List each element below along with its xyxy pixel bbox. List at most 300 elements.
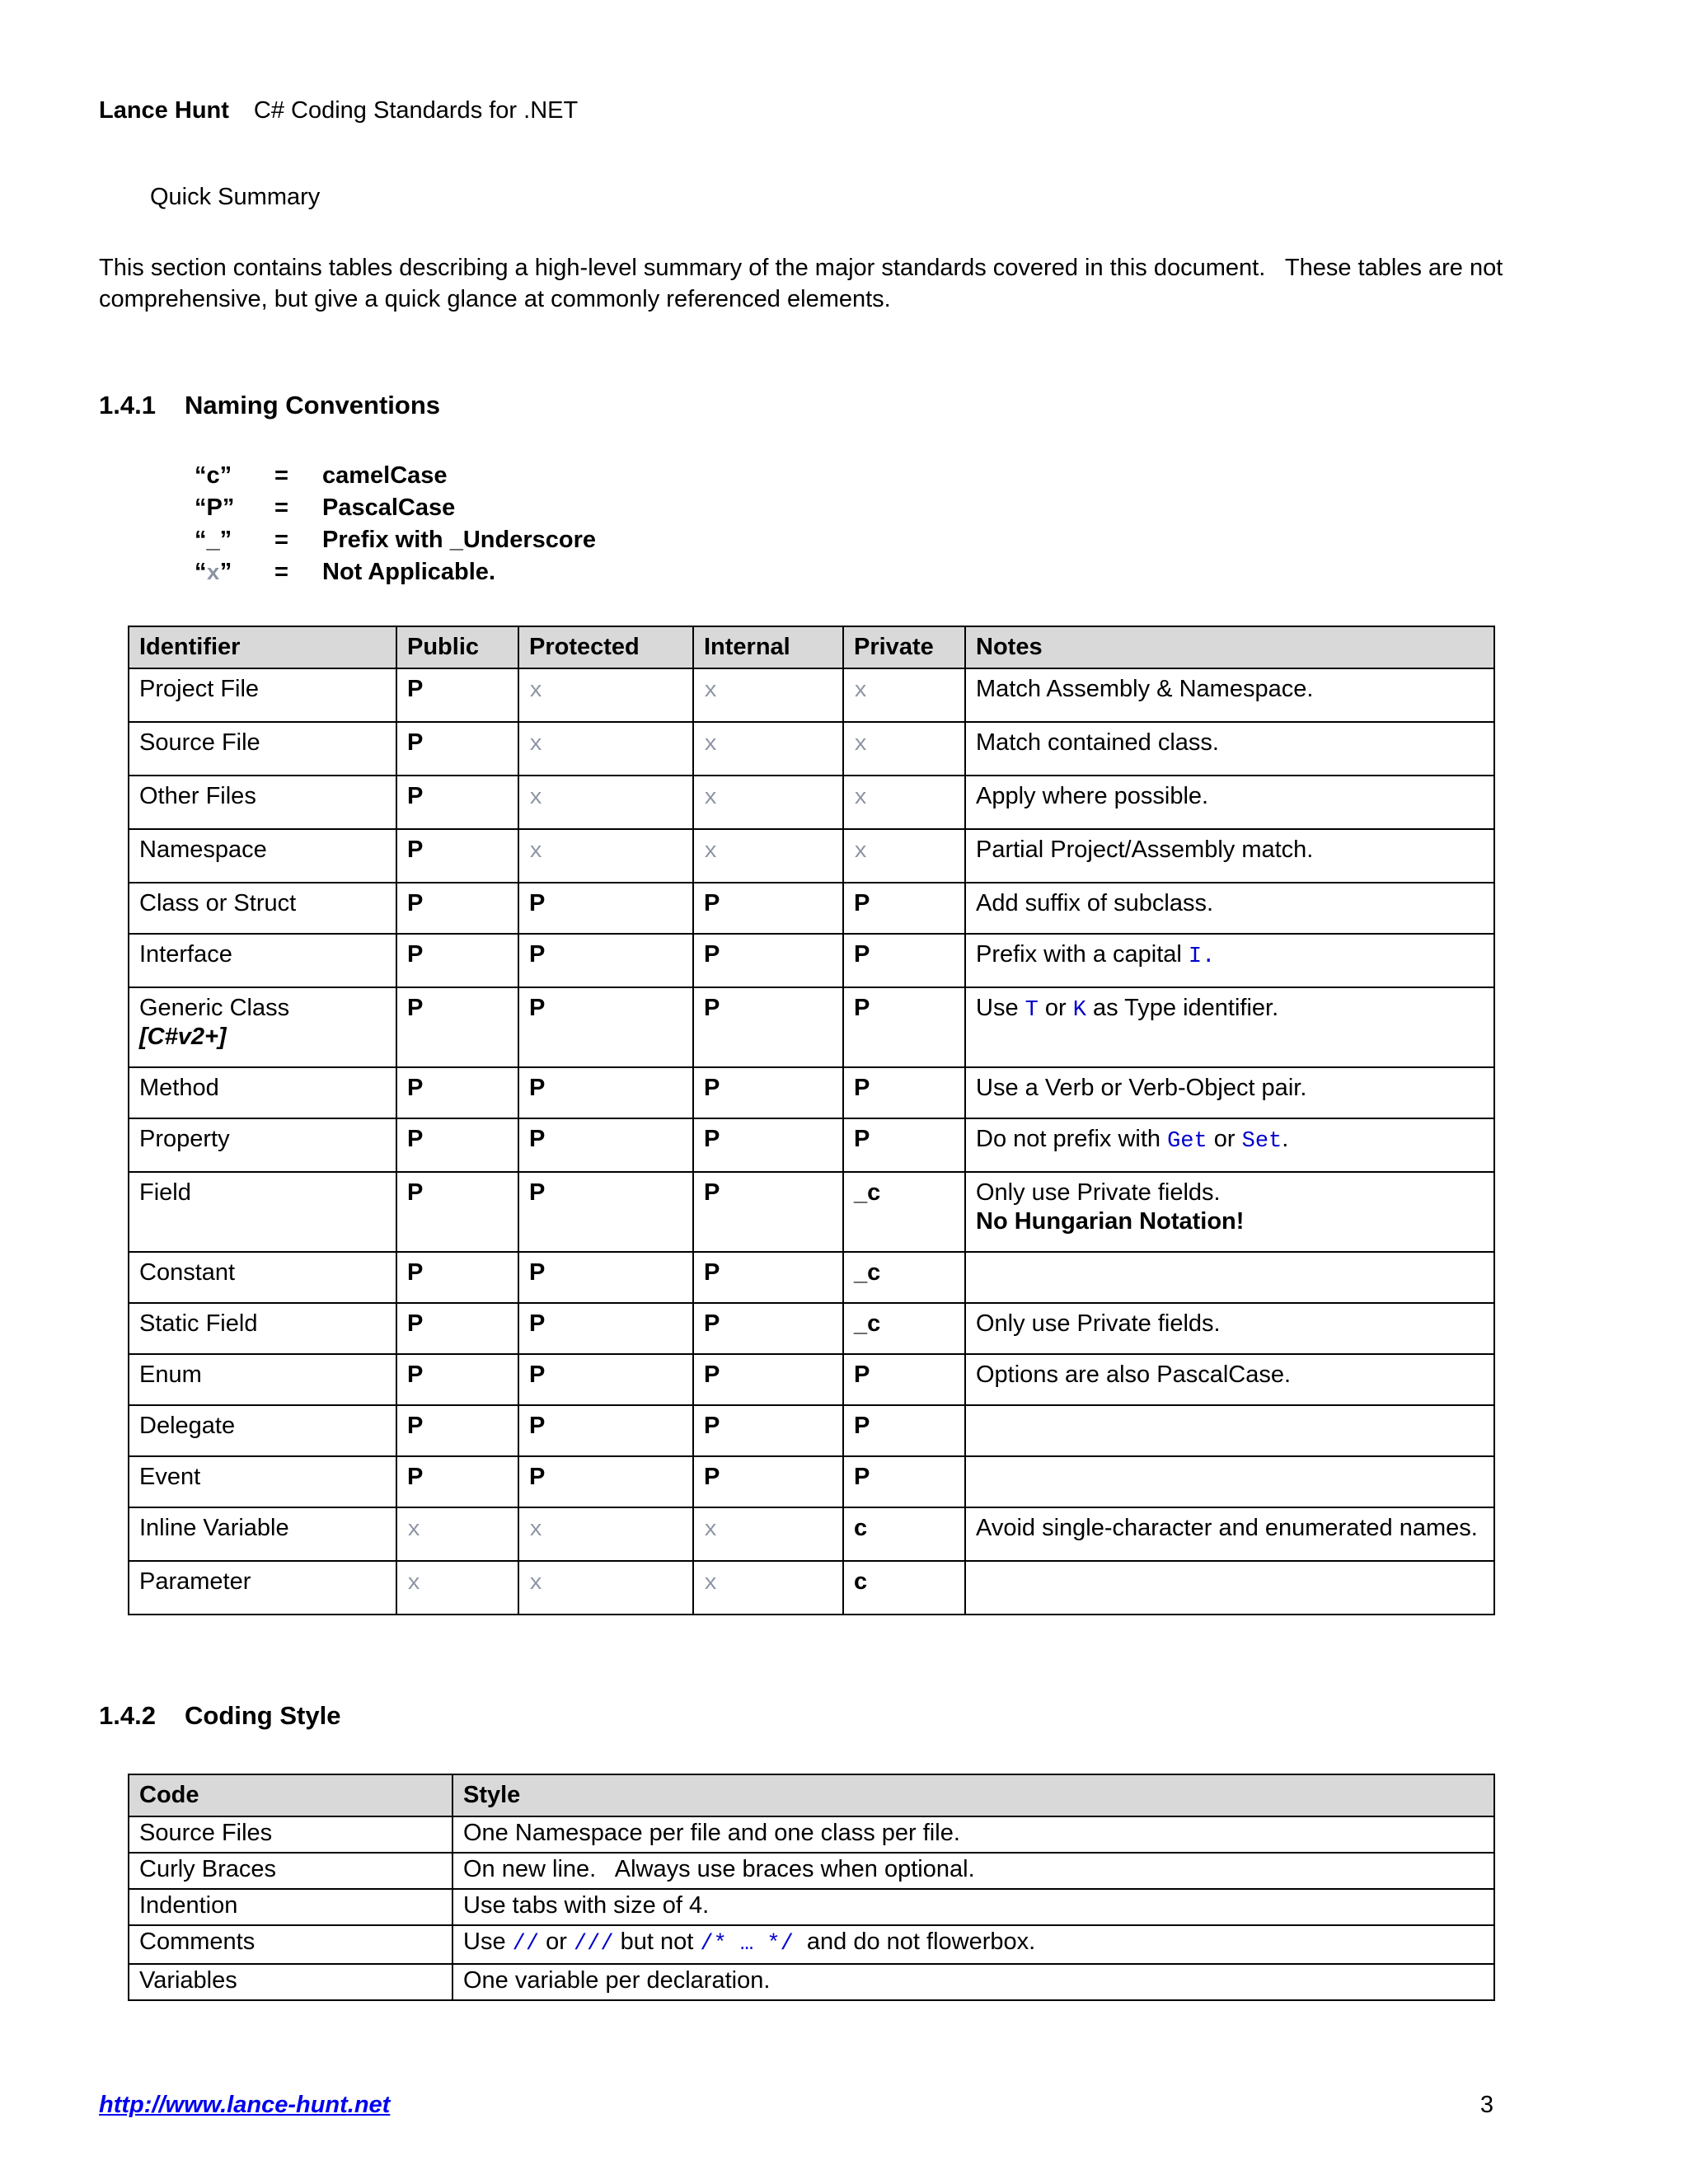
naming-conventions-table — [128, 626, 1495, 1615]
table-row — [129, 883, 1494, 934]
table-cell — [693, 722, 843, 776]
table-header-row — [129, 1774, 1494, 1816]
text-segment: One Namespace per file and one class per file. — [463, 1820, 960, 1846]
column-header: Code — [129, 1774, 452, 1816]
column-header: Notes — [965, 626, 1494, 668]
text-segment: Use a Verb or Verb-Object pair. — [976, 1075, 1307, 1101]
table-cell — [693, 1172, 843, 1252]
text-segment: P — [704, 1179, 720, 1206]
table-cell — [965, 987, 1494, 1067]
text-segment: One variable per declaration. — [463, 1967, 771, 1994]
text-segment: P — [529, 941, 546, 968]
page-header — [99, 97, 1581, 124]
coding-style-table — [128, 1774, 1495, 2001]
legend-row — [195, 492, 1581, 524]
table-cell — [518, 1118, 693, 1172]
text-segment: Interface — [139, 941, 232, 968]
text-segment: On new line. Always use braces when optional. — [463, 1856, 975, 1882]
text-segment: x — [529, 679, 543, 704]
text-segment: _c — [854, 1259, 881, 1286]
text-segment: PascalCase — [322, 494, 456, 521]
text-segment: P — [704, 1075, 720, 1101]
text-segment: camelCase — [322, 462, 448, 489]
text-segment: Match Assembly & Namespace. — [976, 676, 1314, 702]
table-cell — [693, 1118, 843, 1172]
text-segment: P — [529, 890, 546, 916]
text-segment: P — [407, 1361, 424, 1388]
legend-symbol — [195, 556, 274, 591]
table-cell — [518, 987, 693, 1067]
text-segment: P — [407, 1310, 424, 1337]
column-header: Style — [452, 1774, 1494, 1816]
text-segment: _c — [854, 1179, 881, 1206]
text-segment: . — [1282, 1126, 1289, 1152]
text-segment: Only use Private fields. — [976, 1179, 1221, 1206]
table-cell — [965, 1561, 1494, 1615]
text-segment: and do not flowerbox. — [793, 1929, 1036, 1955]
table-cell — [452, 1964, 1494, 2000]
text-segment: P — [407, 1413, 424, 1439]
author-name: Lance Hunt — [99, 97, 229, 124]
text-segment: Curly Braces — [139, 1856, 276, 1882]
text-segment: Use tabs with size of 4. — [463, 1892, 710, 1919]
table-cell — [129, 1118, 396, 1172]
text-segment: T — [1025, 998, 1039, 1023]
table-cell — [396, 1303, 518, 1354]
table-cell — [965, 668, 1494, 722]
intro-paragraph: This section contains tables describing a high-level summary of the major standards covered in this document. These tables are not comprehensive, but give a quick glance at commonly referenced elements. — [99, 255, 1510, 312]
page-footer — [99, 2092, 1493, 2119]
legend-symbol — [195, 492, 274, 524]
text-segment: x — [529, 786, 543, 811]
legend-equals: = — [274, 559, 288, 585]
text-segment: x — [854, 733, 868, 757]
table-cell — [965, 1303, 1494, 1354]
table-cell — [129, 934, 396, 987]
table-cell — [396, 934, 518, 987]
table-cell — [843, 1067, 965, 1118]
text-segment: Avoid single-character and enumerated names. — [976, 1515, 1478, 1541]
text-segment: P — [704, 890, 720, 916]
table-row — [129, 1925, 1494, 1964]
table-cell — [965, 1405, 1494, 1456]
table-row — [129, 1507, 1494, 1561]
text-segment: P — [407, 995, 424, 1021]
text-segment: P — [854, 1361, 870, 1388]
table-cell — [693, 1303, 843, 1354]
table-cell — [129, 1507, 396, 1561]
table-cell — [965, 883, 1494, 934]
document-title: C# Coding Standards for .NET — [253, 97, 579, 124]
legend-row — [195, 556, 1581, 591]
text-segment: Namespace — [139, 837, 267, 863]
text-segment: x — [704, 679, 718, 704]
legend-meaning — [322, 462, 448, 489]
table-cell — [129, 668, 396, 722]
text-segment: “ — [195, 559, 207, 585]
table-cell — [518, 668, 693, 722]
table-cell — [518, 722, 693, 776]
table-cell — [693, 1456, 843, 1507]
text-segment: Use — [463, 1929, 513, 1955]
table-cell — [518, 1456, 693, 1507]
text-segment: x — [407, 1518, 421, 1543]
text-segment: Use — [976, 995, 1025, 1021]
text-segment: P — [407, 676, 424, 702]
text-segment: Method — [139, 1075, 219, 1101]
table-cell — [452, 1889, 1494, 1925]
text-segment: but not — [613, 1929, 701, 1955]
text-segment: No Hungarian Notation! — [976, 1208, 1245, 1235]
table-header-row — [129, 626, 1494, 668]
text-segment: P — [854, 1075, 870, 1101]
table-row — [129, 934, 1494, 987]
table-cell — [129, 1067, 396, 1118]
table-cell — [965, 829, 1494, 883]
legend-equals: = — [274, 494, 288, 521]
table-cell — [129, 1303, 396, 1354]
table-row — [129, 1067, 1494, 1118]
table-row — [129, 1889, 1494, 1925]
table-cell — [693, 668, 843, 722]
text-segment: P — [704, 995, 720, 1021]
text-segment: Apply where possible. — [976, 783, 1209, 809]
table-cell — [129, 1252, 396, 1303]
table-row — [129, 1816, 1494, 1853]
table-cell — [693, 934, 843, 987]
text-segment: Prefix with a capital — [976, 941, 1189, 968]
text-segment: P — [529, 1464, 546, 1490]
legend-equals: = — [274, 462, 288, 489]
text-segment: // — [512, 1932, 540, 1957]
table-cell — [693, 776, 843, 829]
text-segment: Get — [1167, 1129, 1207, 1154]
text-segment: P — [704, 941, 720, 968]
text-segment: Other Files — [139, 783, 256, 809]
text-segment: Set — [1241, 1129, 1282, 1154]
text-segment: x — [704, 733, 718, 757]
column-header: Public — [396, 626, 518, 668]
table-cell — [843, 776, 965, 829]
text-segment: x — [206, 562, 220, 587]
quick-summary-heading: Quick Summary — [150, 184, 321, 210]
legend-meaning — [322, 494, 455, 521]
text-segment: or — [1038, 995, 1073, 1021]
text-segment: “_” — [195, 527, 232, 553]
table-cell — [965, 1354, 1494, 1405]
text-segment: P — [529, 995, 546, 1021]
table-row — [129, 829, 1494, 883]
text-segment: P — [529, 1361, 546, 1388]
table-cell — [129, 1405, 396, 1456]
table-cell — [693, 883, 843, 934]
table-cell — [843, 934, 965, 987]
table-cell — [396, 1561, 518, 1615]
text-segment: P — [529, 1126, 546, 1152]
table-cell — [843, 722, 965, 776]
text-segment: P — [854, 1413, 870, 1439]
table-row — [129, 1252, 1494, 1303]
table-cell — [396, 1507, 518, 1561]
legend-symbol — [195, 460, 274, 492]
table-cell — [396, 883, 518, 934]
text-segment: Options are also PascalCase. — [976, 1361, 1292, 1388]
table-cell — [129, 1964, 452, 2000]
text-segment: c — [854, 1568, 868, 1595]
text-segment: P — [529, 1075, 546, 1101]
text-segment: Match contained class. — [976, 729, 1219, 756]
text-segment: I. — [1188, 944, 1216, 969]
table-cell — [396, 1354, 518, 1405]
table-cell — [129, 1889, 452, 1925]
text-segment: P — [407, 890, 424, 916]
text-segment: P — [407, 941, 424, 968]
table-row — [129, 1456, 1494, 1507]
table-row — [129, 1303, 1494, 1354]
table-row — [129, 1405, 1494, 1456]
section-number: 1.4.1 — [99, 391, 156, 419]
table-cell — [129, 829, 396, 883]
table-cell — [693, 987, 843, 1067]
text-segment: P — [407, 729, 424, 756]
text-segment: P — [704, 1413, 720, 1439]
text-segment: Property — [139, 1126, 230, 1152]
column-header: Identifier — [129, 626, 396, 668]
table-cell — [518, 776, 693, 829]
table-cell — [129, 722, 396, 776]
table-cell — [843, 1507, 965, 1561]
text-segment: x — [529, 840, 543, 865]
text-segment: ” — [219, 559, 232, 585]
table-cell — [693, 1252, 843, 1303]
text-segment: or — [539, 1929, 574, 1955]
table-cell — [518, 1405, 693, 1456]
section-heading-naming-conventions — [99, 391, 1581, 420]
section-number: 1.4.2 — [99, 1701, 156, 1730]
text-segment: Inline Variable — [139, 1515, 289, 1541]
text-segment: P — [407, 1179, 424, 1206]
table-cell — [396, 1405, 518, 1456]
table-cell — [129, 1925, 452, 1964]
table-cell — [518, 1354, 693, 1405]
text-segment: P — [704, 1259, 720, 1286]
text-segment: K — [1072, 998, 1086, 1023]
text-segment: P — [854, 995, 870, 1021]
text-segment: x — [704, 1518, 718, 1543]
text-segment: x — [704, 786, 718, 811]
legend-meaning — [322, 559, 495, 585]
text-segment: /// — [573, 1932, 614, 1957]
text-segment: Field — [139, 1179, 191, 1206]
table-row — [129, 987, 1494, 1067]
text-segment: Not Applicable. — [322, 559, 495, 585]
text-segment: P — [704, 1310, 720, 1337]
text-segment: x — [529, 733, 543, 757]
table-cell — [129, 1853, 452, 1889]
text-segment: P — [407, 1464, 424, 1490]
text-segment: P — [407, 837, 424, 863]
text-segment: Add suffix of subclass. — [976, 890, 1214, 916]
table-cell — [693, 829, 843, 883]
text-segment: or — [1207, 1126, 1242, 1152]
table-cell — [129, 987, 396, 1067]
table-cell — [843, 1405, 965, 1456]
text-segment: Delegate — [139, 1413, 236, 1439]
text-segment: Constant — [139, 1259, 236, 1286]
section-heading-coding-style — [99, 1701, 1581, 1731]
table-cell — [965, 1252, 1494, 1303]
text-segment: x — [407, 1572, 421, 1596]
legend-equals: = — [274, 527, 288, 553]
text-segment: Indention — [139, 1892, 238, 1919]
table-cell — [396, 987, 518, 1067]
table-cell — [452, 1925, 1494, 1964]
table-cell — [843, 1456, 965, 1507]
text-segment: P — [407, 1075, 424, 1101]
text-segment: Source Files — [139, 1820, 273, 1846]
table-cell — [843, 1172, 965, 1252]
table-cell — [396, 1067, 518, 1118]
table-cell — [518, 1561, 693, 1615]
table-cell — [965, 1172, 1494, 1252]
legend-symbol — [195, 524, 274, 556]
text-segment: _c — [854, 1310, 881, 1337]
table-cell — [693, 1067, 843, 1118]
text-segment: x — [854, 786, 868, 811]
text-segment: P — [529, 1310, 546, 1337]
table-cell — [129, 1561, 396, 1615]
table-cell — [843, 1561, 965, 1615]
text-segment: “c” — [195, 462, 232, 489]
text-segment: x — [704, 840, 718, 865]
table-cell — [518, 883, 693, 934]
table-cell — [843, 1118, 965, 1172]
text-segment: c — [854, 1515, 868, 1541]
table-cell — [396, 1172, 518, 1252]
table-cell — [129, 1354, 396, 1405]
naming-legend — [195, 460, 1581, 591]
table-cell — [843, 1303, 965, 1354]
text-segment: P — [854, 1126, 870, 1152]
table-cell — [396, 722, 518, 776]
column-header: Internal — [693, 626, 843, 668]
table-cell — [129, 1816, 452, 1853]
table-cell — [965, 1456, 1494, 1507]
table-cell — [843, 668, 965, 722]
table-cell — [452, 1816, 1494, 1853]
text-segment: P — [529, 1413, 546, 1439]
table-cell — [129, 1172, 396, 1252]
table-cell — [396, 668, 518, 722]
table-row — [129, 1118, 1494, 1172]
text-segment: Comments — [139, 1929, 256, 1955]
text-segment: /* … */ — [700, 1932, 794, 1957]
table-row — [129, 1354, 1494, 1405]
text-segment: P — [704, 1464, 720, 1490]
text-segment: Partial Project/Assembly match. — [976, 837, 1314, 863]
table-cell — [693, 1507, 843, 1561]
text-segment: x — [704, 1572, 718, 1596]
text-segment: Enum — [139, 1361, 202, 1388]
table-cell — [965, 934, 1494, 987]
table-cell — [518, 1172, 693, 1252]
text-segment: Variables — [139, 1967, 237, 1994]
table-row — [129, 1561, 1494, 1615]
text-segment: [C#v2+] — [139, 1024, 227, 1050]
text-segment: P — [854, 890, 870, 916]
table-row — [129, 1172, 1494, 1252]
table-row — [129, 1853, 1494, 1889]
text-segment: P — [529, 1179, 546, 1206]
text-segment: Do not prefix with — [976, 1126, 1168, 1152]
text-segment: Static Field — [139, 1310, 258, 1337]
text-segment: as Type identifier. — [1085, 995, 1279, 1021]
text-segment: P — [854, 941, 870, 968]
table-cell — [129, 1456, 396, 1507]
text-segment: x — [529, 1518, 543, 1543]
table-cell — [843, 1354, 965, 1405]
table-cell — [843, 883, 965, 934]
text-segment: P — [407, 783, 424, 809]
table-cell — [965, 1067, 1494, 1118]
table-cell — [396, 1252, 518, 1303]
text-segment: P — [407, 1259, 424, 1286]
table-cell — [965, 722, 1494, 776]
table-cell — [129, 883, 396, 934]
table-cell — [693, 1354, 843, 1405]
table-cell — [396, 1118, 518, 1172]
table-cell — [965, 1118, 1494, 1172]
page-number: 3 — [1479, 2092, 1493, 2118]
text-segment: “P” — [195, 494, 235, 521]
text-segment: Only use Private fields. — [976, 1310, 1221, 1337]
text-segment: P — [529, 1259, 546, 1286]
table-cell — [518, 1507, 693, 1561]
section-title: Naming Conventions — [185, 391, 441, 419]
column-header: Private — [843, 626, 965, 668]
table-cell — [518, 1067, 693, 1118]
table-cell — [965, 1507, 1494, 1561]
legend-row — [195, 524, 1581, 556]
text-segment: Source File — [139, 729, 260, 756]
table-cell — [452, 1853, 1494, 1889]
table-cell — [396, 776, 518, 829]
text-segment: Generic Class — [139, 995, 290, 1021]
table-row — [129, 1964, 1494, 2000]
table-cell — [965, 776, 1494, 829]
table-row — [129, 722, 1494, 776]
footer-link[interactable]: http://www.lance-hunt.net — [99, 2092, 391, 2118]
text-segment: P — [854, 1464, 870, 1490]
text-segment: Class or Struct — [139, 890, 297, 916]
table-cell — [129, 776, 396, 829]
column-header: Protected — [518, 626, 693, 668]
table-cell — [693, 1405, 843, 1456]
table-cell — [518, 1303, 693, 1354]
table-cell — [693, 1561, 843, 1615]
text-segment: Parameter — [139, 1568, 251, 1595]
text-segment: Project File — [139, 676, 260, 702]
text-segment: P — [704, 1126, 720, 1152]
table-cell — [843, 829, 965, 883]
legend-meaning — [322, 527, 596, 553]
table-cell — [843, 1252, 965, 1303]
text-segment: x — [854, 679, 868, 704]
table-row — [129, 776, 1494, 829]
legend-row — [195, 460, 1581, 492]
table-cell — [396, 1456, 518, 1507]
table-cell — [518, 829, 693, 883]
